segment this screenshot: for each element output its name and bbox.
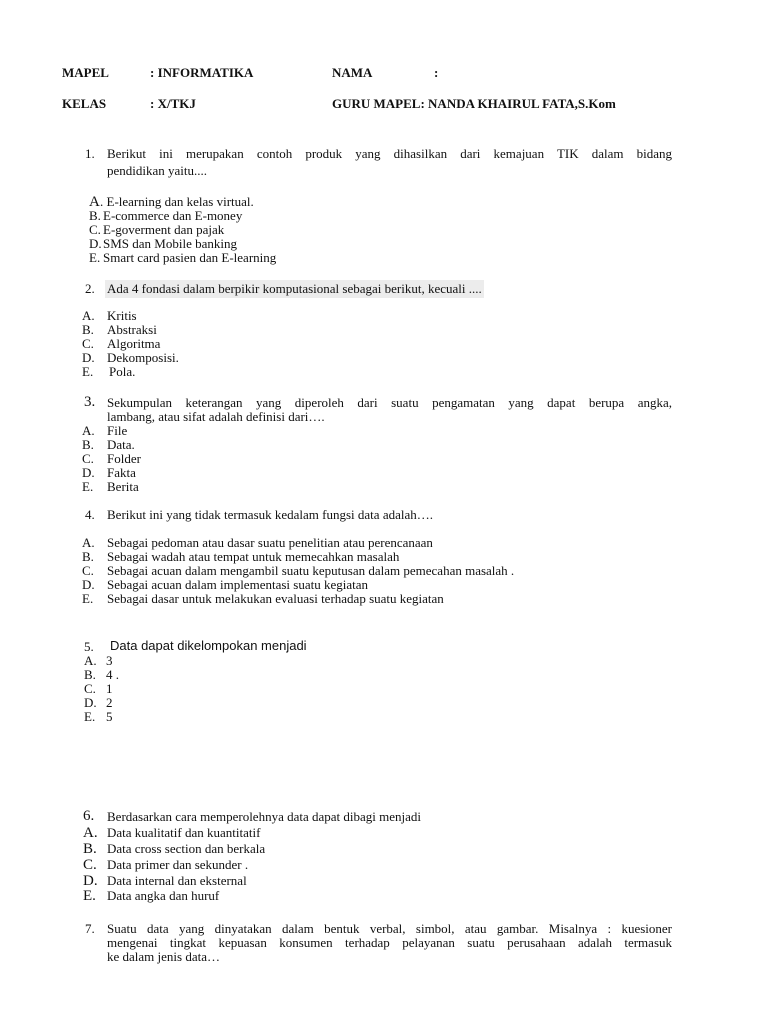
option-text: Data. <box>107 437 135 452</box>
question-text-line: Suatu data yang dinyatakan dalam bentuk verbal, simbol, atau gambar. Misalnya : kuesioner <box>107 921 672 936</box>
mapel-label: MAPEL <box>62 65 109 80</box>
option-letter: B. <box>82 549 94 564</box>
option-letter: A. <box>82 535 95 550</box>
option-letter: C. <box>89 222 101 237</box>
option-letter: E. <box>89 250 101 265</box>
question-text-line: Berdasarkan cara memperolehnya data dapat dibagi menjadi <box>107 809 422 824</box>
nama-colon: : <box>434 65 439 80</box>
guru-mapel: GURU MAPEL: NANDA KHAIRUL FATA,S.Kom <box>332 96 616 111</box>
option-text: Berita <box>107 479 139 494</box>
nama-label: NAMA <box>332 65 373 80</box>
question-number: 6. <box>83 808 95 824</box>
option-letter: E. <box>82 364 94 379</box>
option-letter: D. <box>84 695 97 710</box>
option-letter: A. <box>83 825 98 841</box>
option-text: Pola. <box>109 364 136 379</box>
option-text: Data cross section dan berkala <box>107 841 266 856</box>
option-text: Sebagai pedoman atau dasar suatu penelitian atau perencanaan <box>107 535 433 550</box>
option-text: SMS dan Mobile banking <box>103 236 237 251</box>
option-letter: E. <box>83 888 96 904</box>
option-text: Sebagai dasar untuk melakukan evaluasi terhadap suatu kegiatan <box>107 591 444 606</box>
option-text: Sebagai acuan dalam mengambil suatu keputusan dalam pemecahan masalah . <box>107 563 515 578</box>
question-text-line: lambang, atau sifat adalah definisi dari…. <box>107 409 325 424</box>
option-text: Dekomposisi. <box>107 350 179 365</box>
option-letter: A. <box>82 423 95 438</box>
question-text-line: Berikut ini yang tidak termasuk kedalam fungsi data adalah…. <box>107 507 433 522</box>
question-text-line: Sekumpulan keterangan yang diperoleh dari suatu pengamatan yang dapat berupa angka, <box>107 395 672 410</box>
option-text: Data kualitatif dan kuantitatif <box>107 825 261 840</box>
option-letter: D. <box>83 873 98 889</box>
option-text: E-commerce dan E-money <box>103 208 243 223</box>
option-letter: E. <box>82 591 94 606</box>
option-letter: A. <box>82 308 95 323</box>
question-text-line: Berikut ini merupakan contoh produk yang dihasilkan dari kemajuan TIK dalam bidang <box>107 146 672 161</box>
option-text: . E-learning dan kelas virtual. <box>100 194 254 209</box>
option-letter: D. <box>82 465 95 480</box>
option-text: Abstraksi <box>107 322 157 337</box>
question-number: 4. <box>85 507 95 522</box>
option-text: Smart card pasien dan E-learning <box>103 250 277 265</box>
option-letter: E. <box>84 709 96 724</box>
question-text-line: mengenai tingkat kepuasan konsumen terhadap pelayanan suatu perusahaan adalah termasuk <box>107 935 672 950</box>
option-text: 4 . <box>106 667 119 682</box>
option-letter: B. <box>84 667 96 682</box>
option-letter: C. <box>82 451 94 466</box>
question-text-line: ke dalam jenis data… <box>107 949 220 964</box>
question-number: 7. <box>85 921 95 936</box>
option-letter: D. <box>82 350 95 365</box>
question-number: 5. <box>84 639 94 654</box>
option-letter: C. <box>82 563 94 578</box>
option-letter: B. <box>82 322 94 337</box>
option-text: Sebagai wadah atau tempat untuk memecahkan masalah <box>107 549 400 564</box>
option-text: 1 <box>106 681 113 696</box>
option-text: Sebagai acuan dalam implementasi suatu kegiatan <box>107 577 368 592</box>
question-text-line: Ada 4 fondasi dalam berpikir komputasional sebagai berikut, kecuali .... <box>107 281 482 296</box>
option-letter: D. <box>89 236 102 251</box>
option-letter: B. <box>83 841 97 857</box>
option-text: 5 <box>106 709 113 724</box>
option-letter: A <box>89 194 100 210</box>
option-letter: A. <box>84 653 97 668</box>
option-letter: E. <box>82 479 94 494</box>
option-text: File <box>107 423 128 438</box>
option-text: Data primer dan sekunder . <box>107 857 249 872</box>
kelas-label: KELAS <box>62 96 107 111</box>
option-letter: C. <box>82 336 94 351</box>
option-letter: B. <box>89 208 101 223</box>
option-text: Folder <box>107 451 141 466</box>
option-text: Kritis <box>107 308 137 323</box>
option-text: 2 <box>106 695 113 710</box>
option-text: Fakta <box>107 465 136 480</box>
question-number: 1. <box>85 146 95 161</box>
question-text-line: Data dapat dikelompokan menjadi <box>110 638 307 653</box>
question-text-line: pendidikan yaitu.... <box>107 163 208 178</box>
option-letter: C. <box>83 857 97 873</box>
option-text: Data angka dan huruf <box>107 888 220 903</box>
question-number: 3. <box>84 394 96 410</box>
question-number: 2. <box>85 281 95 296</box>
option-text: Data internal dan eksternal <box>107 873 247 888</box>
option-letter: C. <box>84 681 96 696</box>
option-letter: B. <box>82 437 94 452</box>
option-text: Algoritma <box>107 336 161 351</box>
option-text: E-goverment dan pajak <box>103 222 225 237</box>
option-letter: D. <box>82 577 95 592</box>
option-text: 3 <box>106 653 113 668</box>
mapel-value: : INFORMATIKA <box>150 65 254 80</box>
kelas-value: : X/TKJ <box>150 96 196 111</box>
